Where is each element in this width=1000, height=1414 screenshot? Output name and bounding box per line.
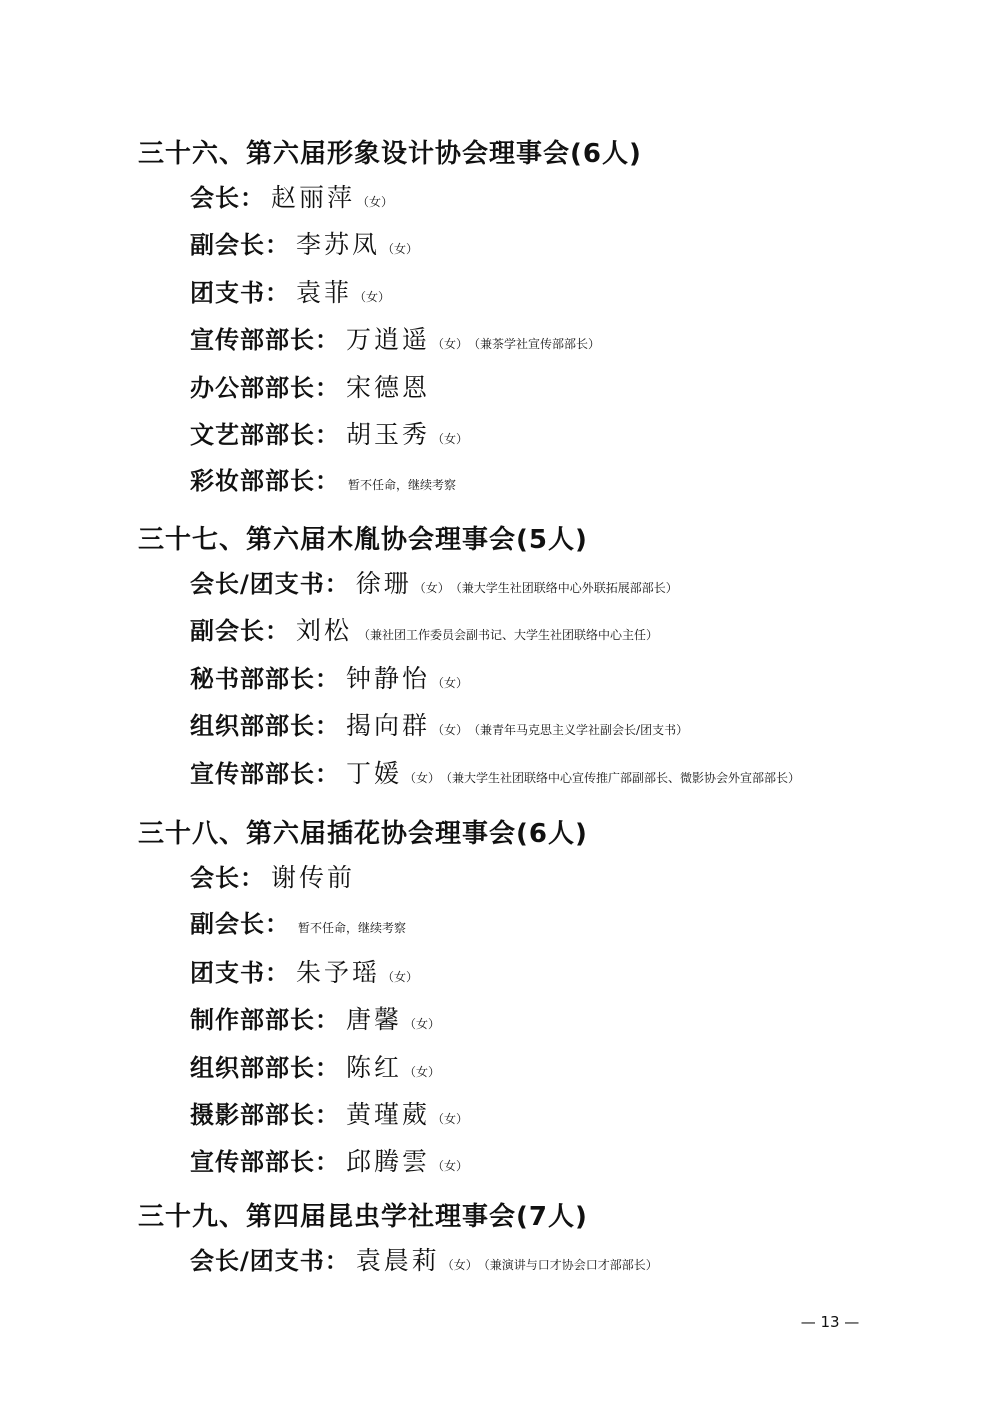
concurrent-post-note: （兼大学生社团联络中心宣传推广部副部长、微影协会外宣部部长） bbox=[446, 770, 801, 785]
section-39 bbox=[138, 1197, 968, 1284]
gender-mark: （女） bbox=[413, 581, 450, 595]
member-row bbox=[190, 996, 968, 1043]
gender-mark: （女） bbox=[382, 969, 419, 984]
role-label: 宣传部部长： bbox=[190, 759, 340, 788]
role-label: 秘书部部长： bbox=[190, 664, 340, 693]
gender-mark: （女） bbox=[432, 675, 469, 690]
gender-mark: （女） bbox=[432, 1159, 469, 1174]
member-row bbox=[190, 854, 968, 901]
role-label: 组织部部长： bbox=[190, 1053, 340, 1082]
member-name: 揭向群 bbox=[346, 711, 431, 741]
role-label: 彩妆部部长： bbox=[190, 467, 340, 496]
member-name: 袁晨莉 bbox=[355, 1246, 440, 1275]
member-name: 黄瑾葳 bbox=[346, 1099, 431, 1129]
page-number: — 13 — bbox=[800, 1313, 860, 1331]
role-label: 组织部部长： bbox=[190, 712, 340, 741]
member-name: 万逍遥 bbox=[346, 325, 431, 355]
role-label: 会长： bbox=[190, 184, 265, 212]
gender-mark: （女） bbox=[382, 242, 419, 257]
member-row bbox=[190, 1091, 968, 1138]
member-row bbox=[190, 607, 968, 654]
member-row bbox=[190, 949, 968, 996]
member-name: 邱腾雲 bbox=[346, 1147, 431, 1177]
role-label: 办公部部长： bbox=[190, 373, 340, 402]
member-row bbox=[190, 174, 968, 221]
member-name: 钟静怡 bbox=[346, 663, 431, 693]
gender-mark: （女） bbox=[404, 1064, 441, 1079]
role-label: 副会长： bbox=[190, 231, 290, 260]
role-label: 会长/团支书： bbox=[190, 570, 350, 598]
member-row bbox=[190, 269, 968, 316]
member-name: 刘松 bbox=[296, 616, 353, 646]
role-label: 副会长： bbox=[190, 910, 290, 939]
member-row bbox=[190, 316, 968, 363]
section-38 bbox=[138, 814, 968, 1186]
member-name: 袁菲 bbox=[296, 277, 353, 307]
concurrent-post-note: （兼社团工作委员会副书记、大学生社团联络中心主任） bbox=[358, 628, 659, 643]
section-heading: 三十八、第六届插花协会理事会(6人) bbox=[138, 819, 588, 849]
concurrent-post-note: （兼演讲与口才协会口才部部长） bbox=[483, 1258, 658, 1272]
role-label: 会长/团支书： bbox=[190, 1247, 350, 1275]
gender-mark: （女） bbox=[432, 337, 469, 352]
role-label: 团支书： bbox=[190, 278, 290, 307]
member-row bbox=[190, 364, 968, 411]
member-row bbox=[190, 901, 968, 948]
member-name: 徐珊 bbox=[355, 569, 412, 598]
vacancy-note: 暂不任命，继续考察 bbox=[298, 921, 407, 936]
member-row bbox=[190, 702, 968, 749]
member-row bbox=[190, 458, 968, 505]
member-row bbox=[190, 1237, 968, 1284]
role-label: 宣传部部长： bbox=[190, 1148, 340, 1177]
gender-mark: （女） bbox=[432, 1111, 469, 1126]
gender-mark: （女） bbox=[404, 1017, 441, 1032]
member-name: 李苏凤 bbox=[296, 230, 381, 260]
concurrent-post-note: （兼茶学社宣传部部长） bbox=[474, 337, 601, 352]
member-name: 赵丽萍 bbox=[271, 183, 356, 212]
role-label: 摄影部部长： bbox=[190, 1100, 340, 1129]
role-label: 制作部部长： bbox=[190, 1006, 340, 1035]
gender-mark: （女） bbox=[404, 770, 441, 785]
role-label: 团支书： bbox=[190, 958, 290, 987]
role-label: 副会长： bbox=[190, 617, 290, 646]
member-name: 宋德恩 bbox=[346, 372, 431, 402]
role-label: 文艺部部长： bbox=[190, 420, 340, 449]
member-row bbox=[190, 411, 968, 458]
section-heading: 三十七、第六届木胤协会理事会(5人) bbox=[138, 525, 588, 555]
member-name: 唐馨 bbox=[346, 1005, 403, 1035]
role-label: 宣传部部长： bbox=[190, 326, 340, 355]
section-36 bbox=[138, 134, 968, 506]
member-name: 陈红 bbox=[346, 1052, 403, 1082]
member-row bbox=[190, 655, 968, 702]
member-name: 胡玉秀 bbox=[346, 419, 431, 449]
member-name: 谢传前 bbox=[271, 863, 356, 892]
concurrent-post-note: （兼青年马克思主义学社副会长/团支书） bbox=[474, 723, 689, 738]
gender-mark: （女） bbox=[432, 431, 469, 446]
member-row bbox=[190, 560, 968, 607]
role-label: 会长： bbox=[190, 864, 265, 892]
member-name: 丁媛 bbox=[346, 758, 403, 788]
gender-mark: （女） bbox=[354, 289, 391, 304]
section-37 bbox=[138, 520, 968, 797]
gender-mark: （女） bbox=[357, 195, 394, 209]
member-name: 朱予瑶 bbox=[296, 957, 381, 987]
member-row bbox=[190, 1138, 968, 1185]
member-row bbox=[190, 750, 968, 797]
gender-mark: （女） bbox=[441, 1258, 478, 1272]
member-row bbox=[190, 1044, 968, 1091]
vacancy-note: 暂不任命，继续考察 bbox=[348, 478, 457, 493]
section-heading: 三十六、第六届形象设计协会理事会(6人) bbox=[138, 139, 642, 169]
concurrent-post-note: （兼大学生社团联络中心外联拓展部部长） bbox=[455, 581, 678, 595]
section-heading: 三十九、第四届昆虫学社理事会(7人) bbox=[138, 1202, 588, 1232]
gender-mark: （女） bbox=[432, 723, 469, 738]
member-row bbox=[190, 221, 968, 268]
